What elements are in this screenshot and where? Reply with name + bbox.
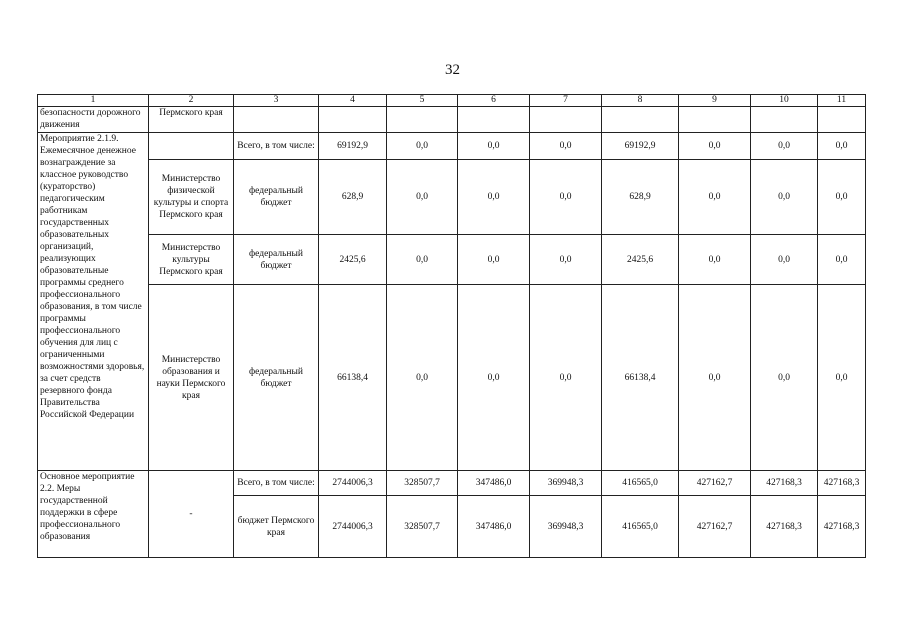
value-cell: 0,0 xyxy=(530,133,602,160)
value-cell: 0,0 xyxy=(679,133,751,160)
value-cell: 427168,3 xyxy=(751,471,818,496)
value-cell: 2744006,3 xyxy=(319,471,387,496)
value-cell: 369948,3 xyxy=(530,496,602,558)
value-cell: 427168,3 xyxy=(818,471,866,496)
col-header: 6 xyxy=(458,95,530,107)
col-header: 3 xyxy=(234,95,319,107)
value-cell: 0,0 xyxy=(751,235,818,285)
value-cell: 0,0 xyxy=(530,235,602,285)
value-cell: 416565,0 xyxy=(602,471,679,496)
value-cell: 0,0 xyxy=(679,235,751,285)
value-cell: 2425,6 xyxy=(319,235,387,285)
col-header: 5 xyxy=(387,95,458,107)
value-cell: 66138,4 xyxy=(319,285,387,471)
funding-source: федеральный бюджет xyxy=(234,235,319,285)
value-cell: 0,0 xyxy=(679,285,751,471)
page-number: 32 xyxy=(445,62,460,78)
value-cell: 0,0 xyxy=(458,235,530,285)
funding-source: федеральный бюджет xyxy=(234,285,319,471)
executor-cell: Министерство физической культуры и спорта Пермского края xyxy=(149,160,234,235)
activity-name: Основное мероприятие 2.2. Меры государственной поддержки в сфере профессионального образования xyxy=(38,471,149,558)
table-row xyxy=(38,160,866,235)
value-cell: 0,0 xyxy=(751,285,818,471)
executor-cell: - xyxy=(149,471,234,558)
col-header: 2 xyxy=(149,95,234,107)
table-row xyxy=(38,285,866,471)
value-cell: 0,0 xyxy=(530,285,602,471)
header-row xyxy=(38,95,866,107)
value-cell: 0,0 xyxy=(751,160,818,235)
table-row xyxy=(38,235,866,285)
value-cell: 2744006,3 xyxy=(319,496,387,558)
value-cell: 427168,3 xyxy=(751,496,818,558)
value-cell: 0,0 xyxy=(530,160,602,235)
value-cell: 416565,0 xyxy=(602,496,679,558)
value-cell: 628,9 xyxy=(319,160,387,235)
value-cell: 427168,3 xyxy=(818,496,866,558)
value-cell: 628,9 xyxy=(602,160,679,235)
executor-cell: Министерство культуры Пермского края xyxy=(149,235,234,285)
funding-source: бюджет Пермского края xyxy=(234,496,319,558)
value-cell: 0,0 xyxy=(818,285,866,471)
value-cell: 66138,4 xyxy=(602,285,679,471)
table-row xyxy=(38,471,866,496)
col-header: 7 xyxy=(530,95,602,107)
value-cell: 369948,3 xyxy=(530,471,602,496)
executor-cell: Министерство образования и науки Пермского края xyxy=(149,285,234,471)
col-header: 8 xyxy=(602,95,679,107)
value-cell: 69192,9 xyxy=(602,133,679,160)
value-cell: 0,0 xyxy=(458,285,530,471)
executor-cell: Пермского края xyxy=(149,107,234,133)
value-cell: 427162,7 xyxy=(679,496,751,558)
col-header: 11 xyxy=(818,95,866,107)
value-cell: 0,0 xyxy=(818,133,866,160)
value-cell: 69192,9 xyxy=(319,133,387,160)
budget-table xyxy=(37,94,866,558)
funding-source: Всего, в том числе: xyxy=(234,471,319,496)
col-header: 9 xyxy=(679,95,751,107)
col-header: 4 xyxy=(319,95,387,107)
value-cell: 328507,7 xyxy=(387,496,458,558)
value-cell: 0,0 xyxy=(679,160,751,235)
value-cell: 2425,6 xyxy=(602,235,679,285)
value-cell: 0,0 xyxy=(818,160,866,235)
value-cell: 0,0 xyxy=(387,160,458,235)
activity-name: безопасности дорожного движения xyxy=(38,107,149,133)
value-cell: 0,0 xyxy=(818,235,866,285)
funding-source: федеральный бюджет xyxy=(234,160,319,235)
value-cell: 0,0 xyxy=(458,133,530,160)
col-header: 10 xyxy=(751,95,818,107)
activity-name: Мероприятие 2.1.9. Ежемесячное денежное вознаграждение за классное руководство (кураторство) педагогическим работникам государственных образовательных организаций, реализующих образовательные программы среднего профессионального образования, в том числе программы профессионального обучения для лиц с ограниченными возможностями здоровья, за счет средств резервного фонда Правительства Российской Федерации xyxy=(38,133,149,471)
value-cell: 347486,0 xyxy=(458,471,530,496)
table-row xyxy=(38,107,866,133)
value-cell: 328507,7 xyxy=(387,471,458,496)
value-cell: 0,0 xyxy=(458,160,530,235)
value-cell: 0,0 xyxy=(387,235,458,285)
funding-source: Всего, в том числе: xyxy=(234,133,319,160)
value-cell: 0,0 xyxy=(387,285,458,471)
value-cell: 0,0 xyxy=(751,133,818,160)
table-row xyxy=(38,133,866,160)
value-cell: 427162,7 xyxy=(679,471,751,496)
col-header: 1 xyxy=(38,95,149,107)
value-cell: 347486,0 xyxy=(458,496,530,558)
value-cell: 0,0 xyxy=(387,133,458,160)
